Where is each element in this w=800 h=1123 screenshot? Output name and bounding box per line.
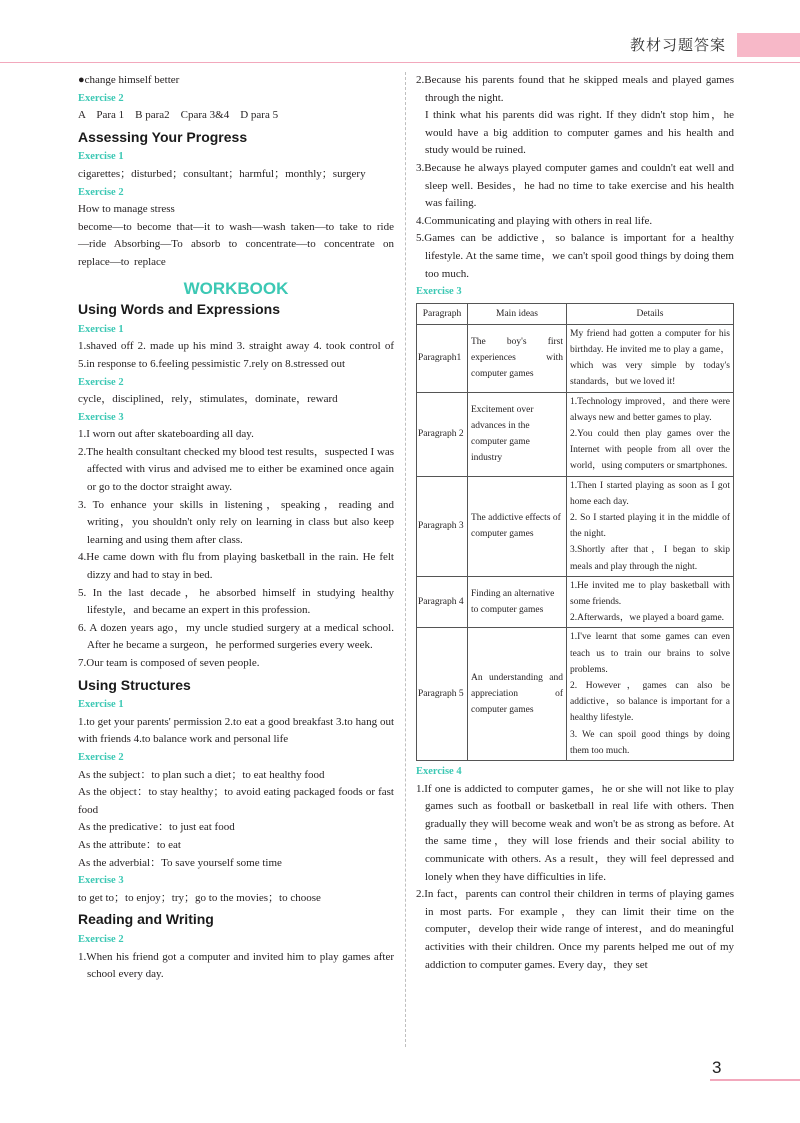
header-title: 教材习题答案 [630, 36, 727, 54]
list-item: 2.The health consultant checked my blood test results，suspected I was affected with virus and advised me to either be examined once again or go to the doctor straight away. [78, 445, 394, 494]
section-heading-reading: Reading and Writing [78, 911, 214, 928]
right-column [416, 72, 734, 974]
detail-line: 2.You could then play games over the Internet with people from all over the world，using computers or smartphones. [570, 428, 730, 472]
list-item: As the object：to stay healthy；to avoid eating packaged foods or fast food [78, 786, 394, 816]
table-cell-main-idea: Excitement over advances in the computer game industry [468, 392, 567, 476]
table-cell-paragraph: Paragraph 4 [417, 576, 468, 628]
table-cell-details [567, 392, 734, 476]
exercise-label: Exercise 2 [78, 376, 124, 388]
exercise-answer: 1.to get your parents' permission 2.to eat a good breakfast 3.to hang out with friends 4.to balance work and personal life [78, 715, 394, 746]
detail-line: 2. So I started playing it in the middle of the night. [570, 512, 730, 540]
exercise-label: Exercise 3 [78, 875, 124, 887]
exercise-label: Exercise 1 [78, 699, 124, 711]
exercise-answer: 1.shaved off 2. made up his mind 3. straight away 4. took control of 5.in response to 6.feeling pessimistic 7.rely on 8.stressed out [78, 340, 394, 370]
table-cell-details [567, 576, 734, 628]
bullet-line: ●change himself better [78, 74, 180, 86]
table-cell-paragraph: Paragraph 5 [417, 628, 468, 761]
list-item: 1.When his friend got a computer and invited him to play games after school every day. [78, 950, 394, 981]
detail-line: 1.Technology improved，and there were always new and better games to play. [570, 396, 730, 423]
exercise-label: Exercise 3 [416, 286, 462, 298]
table-cell-main-idea: An understanding and appreciation of computer games [468, 628, 567, 761]
table-cell-paragraph: Paragraph1 [417, 324, 468, 392]
list-item: 1.If one is addicted to computer games，he or she will not like to play games such as football or basketball in real life with others. Then gradually they will become weak and won't be as strong as before. At the same time，they will lose friends and their social ability to communicate with others. As a result，they will feel depressed and lonely when they have difficulties in life. [416, 782, 734, 883]
list-item: As the adverbial：To save yourself some time [78, 856, 282, 869]
list-item: As the attribute：to eat [78, 838, 181, 851]
exercise-answer: cycle，disciplined，rely，stimulates，dominate，reward [78, 393, 338, 406]
column-divider [405, 72, 406, 1047]
page-number: 3 [712, 1058, 722, 1077]
list-item: 5. In the last decade，he absorbed himself in studying healthy lifestyle，and became an expert in this profession. [78, 586, 394, 617]
detail-line: My friend had gotten a computer for his birthday. He invited me to play a game，which was very simple by today's standards，but we loved it! [570, 328, 730, 388]
list-item: 3. To enhance your skills in listening，speaking，reading and writing，you shouldn't only rely on learning in class but also keep learning and using them after class. [78, 498, 394, 546]
table-row [417, 324, 734, 392]
exercise-label: Exercise 3 [78, 411, 124, 423]
exercise-answer: cigarettes；disturbed；consultant；harmful；monthly；surgery [78, 167, 366, 180]
detail-line: 2. However，games can also be addictive，so balance is important for a healthy lifestyle. [570, 680, 730, 724]
exercise-answer: become—to become that—it to wash—wash taken—to take to ride—ride Absorbing—To absorb to concentrate—to concentrate on replace—to replace [78, 220, 394, 268]
exercise-label: Exercise 2 [78, 933, 124, 945]
list-item: 1.I worn out after skateboarding all day. [78, 428, 254, 441]
table-header-row [417, 303, 734, 324]
list-item: 3.Because he always played computer games and couldn't eat well and sleep well. Besides，he had no time to take exercise and his health was failing. [416, 161, 734, 210]
detail-line: 3. We can spoil good things by doing them too much. [570, 729, 730, 756]
table-cell-main-idea: The addictive effects of computer games [468, 476, 567, 576]
list-item: 2.In fact，parents can control their children in terms of playing games in most parts. For example，they can limit their time on the computer，develop their wide range of interest，and do meaningful activities with their children. Once my parents helped me out of my addiction to computer games. Every day，they set [416, 888, 734, 971]
list-item: 5.Games can be addictive，so balance is important for a healthy lifestyle. At the same time，we can't spoil good things by doing them too much. [416, 232, 734, 280]
section-heading-words: Using Words and Expressions [78, 301, 281, 318]
exercise-answer: How to manage stress [78, 203, 175, 216]
list-item-continuation: I think what his parents did was right. If they didn't stop him，he would have a big addition to computer games and his health and study would be ruined. [425, 109, 734, 157]
exercise-label: Exercise 1 [78, 151, 124, 163]
table-header: Paragraph [417, 303, 468, 324]
section-heading-assessing: Assessing Your Progress [78, 128, 248, 145]
table-row [417, 576, 734, 628]
list-item: 4.He came down with flu from playing basketball in the rain. He felt dizzy and had to stay in bed. [78, 551, 394, 582]
list-item: 2.Because his parents found that he skipped meals and played games through the night. [416, 74, 734, 104]
detail-line: 1.Then I started playing as soon as I got home each day. [570, 480, 730, 507]
detail-line: 2.Afterwards，we played a board game. [570, 613, 725, 624]
list-item: As the subject：to plan such a diet；to eat healthy food [78, 768, 325, 781]
exercise-label: Exercise 2 [78, 186, 124, 198]
left-column [78, 72, 394, 984]
table-cell-main-idea: The boy's first experiences with computer games [468, 324, 567, 392]
detail-line: 3.Shortly after that，I began to skip meals and play through the night. [570, 545, 730, 572]
header-divider [0, 62, 800, 63]
workbook-title: WORKBOOK [183, 278, 289, 298]
table-cell-details [567, 628, 734, 761]
exercise-label: Exercise 2 [78, 92, 124, 104]
table-cell-main-idea: Finding an alternative to computer games [468, 576, 567, 628]
table-cell-details [567, 476, 734, 576]
exercise-label: Exercise 1 [78, 323, 124, 335]
exercise-answer: A Para 1 B para2 Cpara 3&4 D para 5 [78, 109, 279, 122]
table-row [417, 476, 734, 576]
table-row [417, 628, 734, 761]
detail-line: 1.I've learnt that some games can even teach us to train our brains to solve problems. [570, 632, 730, 675]
header-accent-bar [737, 33, 800, 57]
paragraph-table [416, 303, 734, 761]
section-heading-structures: Using Structures [78, 676, 191, 693]
list-item: 7.Our team is composed of seven people. [78, 657, 260, 669]
table-header: Main ideas [468, 303, 567, 324]
page-number-underline [710, 1079, 800, 1081]
exercise-answer: to get to；to enjoy；try；go to the movies；to choose [78, 891, 321, 904]
table-row [417, 392, 734, 476]
exercise-label: Exercise 2 [78, 751, 124, 763]
table-cell-details [567, 324, 734, 392]
table-header: Details [567, 303, 734, 324]
table-cell-paragraph: Paragraph 3 [417, 476, 468, 576]
list-item: 4.Communicating and playing with others in real life. [416, 214, 653, 227]
list-item: 6. A dozen years ago，my uncle studied surgery at a medical school. After he became a surgeon，he performed surgeries every week. [78, 621, 394, 652]
list-item: As the predicative：to just eat food [78, 821, 235, 834]
table-cell-paragraph: Paragraph 2 [417, 392, 468, 476]
exercise-label: Exercise 4 [416, 766, 462, 777]
detail-line: 1.He invited me to play basketball with some friends. [570, 580, 730, 607]
